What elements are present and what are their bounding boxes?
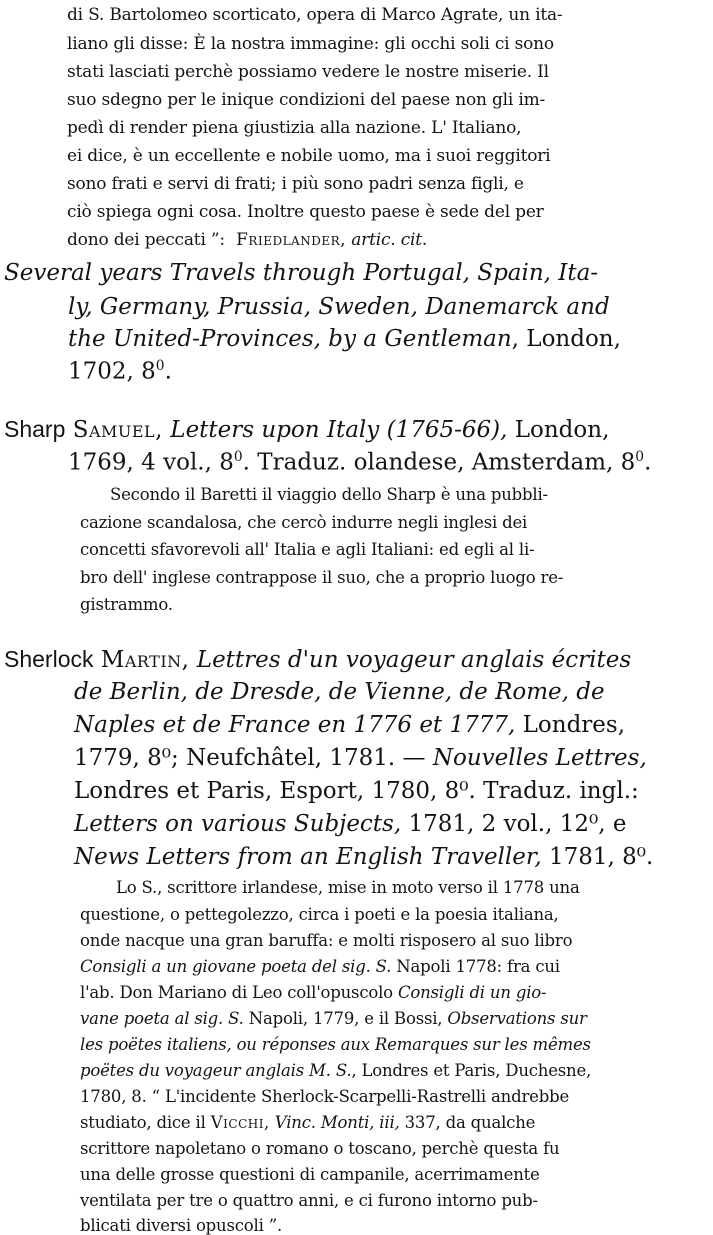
note-line: 1780, 8. “ L'incidente Sherlock-Scarpelli-Rastrelli andrebbe bbox=[80, 1087, 570, 1106]
imprint-line: Londres et Paris, Esport, 1780, 8⁰. Traduz. ingl.: bbox=[74, 778, 639, 804]
note-line: Lo S., scrittore irlandese, mise in moto verso il 1778 una bbox=[116, 878, 580, 897]
entry-title-line: Several years Travels through Portugal, Spain, Ita- bbox=[4, 260, 599, 286]
entry-title-line: ly, Germany, Prussia, Sweden, Danemarck and bbox=[68, 294, 610, 320]
note-text: Napoli, 1779, e il Bossi, bbox=[243, 1009, 448, 1028]
note-title: Consigli di un gio- bbox=[397, 983, 547, 1002]
text-line: pedì di render piena giustizia alla nazione. L' Italiano, bbox=[67, 118, 522, 138]
entry-title-span: the United-Provinces, by a Gentleman bbox=[68, 326, 512, 352]
note-text: Napoli 1778: fra cui bbox=[391, 957, 560, 976]
imprint: 1779, 8⁰; Neufchâtel, 1781. — bbox=[74, 745, 426, 771]
punct: . bbox=[164, 358, 172, 385]
entry-author-forename: Samuel, bbox=[72, 417, 163, 443]
text-line: ciò spiega ogni cosa. Inoltre questo paese è sede del per bbox=[67, 202, 544, 222]
entry-title-span: Letters on various Subjects, bbox=[74, 811, 402, 837]
entry-title: Lettres d'un voyageur anglais écrites bbox=[196, 647, 632, 673]
imprint: 1781, 8⁰. bbox=[548, 844, 654, 870]
text-line: suo sdegno per le inique condizioni del paese non gli im- bbox=[67, 90, 546, 110]
text-line: stati lasciati perchè possiamo vedere le nostre miserie. Il bbox=[67, 62, 549, 82]
note-title: poëtes du voyageur anglais M. S. bbox=[80, 1061, 352, 1080]
entry-title-line bbox=[68, 328, 621, 351]
note-line bbox=[80, 1115, 535, 1132]
note-title: Observations sur bbox=[447, 1009, 587, 1028]
note-text: 337, da qualche bbox=[399, 1113, 536, 1132]
note-line bbox=[80, 1011, 587, 1028]
imprint-line bbox=[68, 360, 172, 384]
note-line: una delle grosse questioni di campanile, acerrimamente bbox=[80, 1165, 540, 1184]
note-line: gistrammo. bbox=[80, 595, 173, 614]
note-title: Vinc. Monti, iii, bbox=[269, 1113, 400, 1132]
text-line: di S. Bartolomeo scorticato, opera di Marco Agrate, un ita- bbox=[67, 5, 563, 25]
imprint-line bbox=[74, 846, 653, 869]
note-title: vane poeta al sig. S. bbox=[80, 1009, 244, 1028]
note-line: Secondo il Baretti il viaggio dello Sharp è una pubbli- bbox=[110, 485, 548, 504]
imprint: 1769, 4 vol., 8 bbox=[68, 449, 234, 476]
format-sup: 0 bbox=[233, 449, 243, 465]
note-text: studiato, dice il bbox=[80, 1113, 211, 1132]
note-line bbox=[80, 1063, 591, 1080]
imprint-line bbox=[74, 747, 647, 770]
note-text: , Londres et Paris, Duchesne, bbox=[351, 1061, 592, 1080]
entry-author-forename: Martin, bbox=[100, 647, 190, 673]
entry-title-span: News Letters from an English Traveller, bbox=[74, 844, 542, 870]
imprint: . Traduz. olandese, Amsterdam, 8 bbox=[242, 449, 636, 476]
note-line: scrittore napoletano o romano o toscano, perchè questa fu bbox=[80, 1139, 560, 1158]
text-line: ei dice, è un eccellente e nobile uomo, ma i suoi reggitori bbox=[67, 146, 551, 166]
entry-title: Letters upon Italy (1765-66), bbox=[170, 417, 508, 443]
note-line: concetti sfavorevoli all' Italia e agli Italiani: ed egli al li- bbox=[80, 540, 535, 559]
entry-title-line bbox=[74, 714, 625, 737]
note-line: onde nacque una gran baruffa: e molti risposero al suo libro bbox=[80, 931, 573, 950]
citation-ref: artic. cit. bbox=[351, 230, 428, 250]
note-line: ventilata per tre o quattro anni, e ci furono intorno pub- bbox=[80, 1191, 538, 1210]
imprint: Londres, bbox=[522, 712, 626, 738]
note-line: bro dell' inglese contrappose il suo, che a proprio luogo re- bbox=[80, 568, 564, 587]
imprint-line bbox=[74, 813, 626, 836]
imprint: 1702, 8 bbox=[68, 358, 156, 385]
format-sup: 0 bbox=[635, 449, 645, 465]
note-text: l'ab. Don Mariano di Leo coll'opuscolo bbox=[80, 983, 398, 1002]
note-line bbox=[80, 959, 560, 976]
text-span: dono dei peccati ”: bbox=[67, 230, 225, 250]
imprint-line bbox=[68, 451, 651, 475]
entry-heading-line bbox=[4, 648, 631, 672]
note-line: blicati diversi opuscoli ”. bbox=[80, 1216, 282, 1235]
entry-title-span: Naples et de France en 1776 et 1777, bbox=[74, 712, 516, 738]
note-line bbox=[80, 985, 546, 1002]
format-sup: 0 bbox=[155, 358, 165, 374]
text-line: liano gli disse: È la nostra immagine: gli occhi soli ci sono bbox=[67, 34, 554, 54]
imprint: , London, bbox=[511, 326, 621, 352]
note-line: questione, o pettegolezzo, circa i poeti e la poesia italiana, bbox=[80, 905, 559, 924]
imprint: London, bbox=[514, 417, 610, 443]
note-author: Vicchi, bbox=[210, 1113, 270, 1132]
entry-author: Sharp bbox=[4, 416, 66, 442]
note-line: cazione scandalosa, che cercò indurre negli inglesi dei bbox=[80, 513, 528, 532]
entry-heading-line bbox=[4, 418, 609, 442]
imprint: 1781, 2 vol., 12⁰, e bbox=[408, 811, 627, 837]
note-line: les poëtes italiens, ou réponses aux Remarques sur les mêmes bbox=[80, 1035, 591, 1054]
note-title: Consigli a un giovane poeta del sig. S. bbox=[80, 957, 392, 976]
entry-title-line: de Berlin, de Dresde, de Vienne, de Rome, de bbox=[74, 679, 605, 705]
entry-title-span: Nouvelles Lettres, bbox=[432, 745, 647, 771]
punct: . bbox=[644, 449, 652, 476]
text-line bbox=[67, 232, 427, 249]
cited-author: Friedlander, bbox=[236, 230, 347, 250]
entry-author: Sherlock bbox=[4, 646, 94, 672]
text-line: sono frati e servi di frati; i più sono padri senza figli, e bbox=[67, 174, 524, 194]
